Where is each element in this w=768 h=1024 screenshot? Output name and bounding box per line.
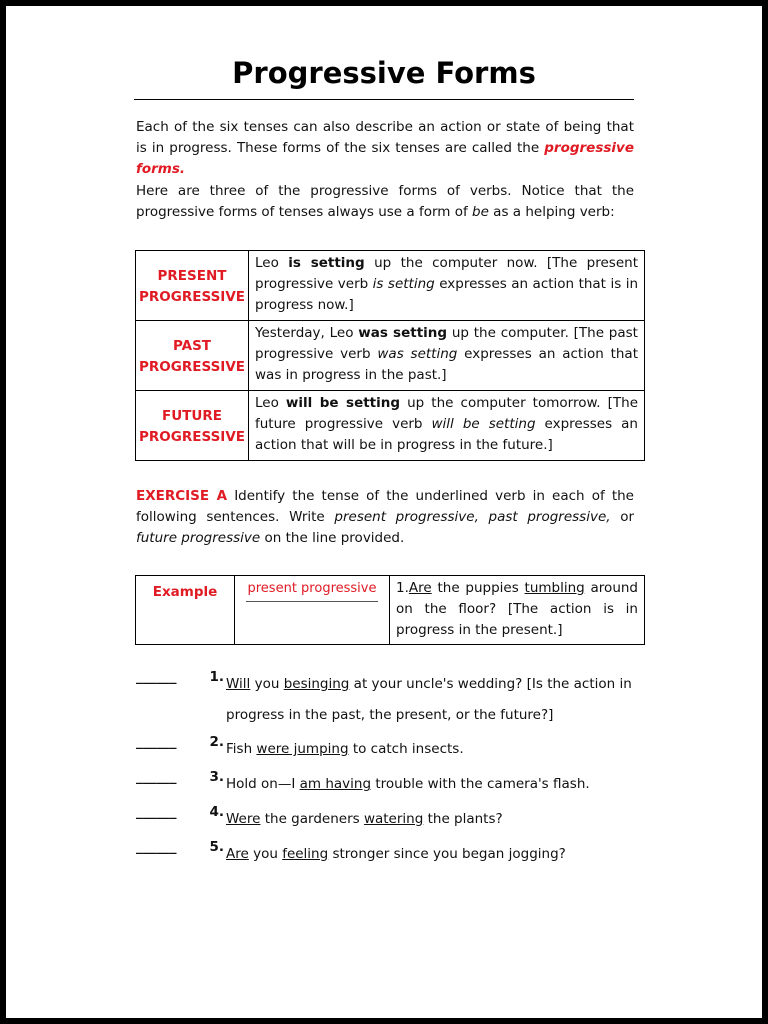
title-rule [134,99,634,100]
intro-paragraph-2 [136,181,634,223]
answer-blank[interactable]: ______ [136,769,177,785]
form-label: PAST PROGRESSIVE [136,321,249,391]
question-number: 3. [209,769,224,785]
form-description: Leo will be setting up the computer tomorrow. [The future progressive verb will be setting expresses an action that will be in progress in the future.] [249,391,645,461]
question-text: Fish were jumping to catch insects. [226,741,464,757]
question-5 [136,839,566,862]
answer-blank[interactable]: ______ [136,804,177,820]
answer-blank[interactable]: ______ [136,669,177,685]
question-number: 4. [209,804,224,820]
question-number: 2. [209,734,224,750]
intro-text: Each of the six tenses can also describe an action or state of being that is in progress. These forms of the six tenses are called the [136,119,634,156]
example-label-cell [136,576,235,645]
question-4 [136,804,503,827]
form-label: FUTURE PROGRESSIVE [136,391,249,461]
question-number: 1. [209,669,224,685]
example-answer-cell [235,576,390,645]
intro-paragraph-1 [136,117,634,180]
question-number: 5. [209,839,224,855]
question-text: Will you besinging at your uncle's wedding? [Is the action in progress in the past, the present, or the future?] [226,676,632,723]
exercise-instructions: EXERCISE A Identify the tense of the underlined verb in each of the following sentences. Write present progressive, past progressive, or future progressive on the line provided. [136,488,635,546]
intro-text-2: Here are three of the progressive forms of verbs. Notice that the progressive forms of tenses always use a form of [136,183,634,220]
form-row-future [136,391,645,461]
answer-blank[interactable]: ______ [136,839,177,855]
exercise-label: EXERCISE A [136,488,228,504]
example-answer: present progressive [246,578,379,602]
question-text: Were the gardeners watering the plants? [226,811,503,827]
intro-term: progressive forms. [136,140,634,177]
intro-text-3: as a helping verb: [488,204,615,220]
intro-be: be [472,204,489,220]
form-row-present [136,251,645,321]
question-2 [136,734,464,757]
question-1 [136,669,632,723]
example-table [135,575,645,645]
question-text: Are you feeling stronger since you began jogging? [226,846,566,862]
form-label: PRESENT PROGRESSIVE [136,251,249,321]
question-3 [136,769,590,792]
example-sentence: 1.Are the puppies tumbling around on the floor? [The action is in progress in the present.] [390,576,645,645]
page-title: Progressive Forms [232,56,536,90]
form-description: Leo is setting up the computer now. [The present progressive verb is setting expresses an action that is in progress now.] [249,251,645,321]
example-label: Example [152,584,218,600]
form-row-past [136,321,645,391]
question-text: Hold on—I am having trouble with the camera's flash. [226,776,590,792]
answer-blank[interactable]: ______ [136,734,177,750]
progressive-forms-table [135,250,645,461]
form-description: Yesterday, Leo was setting up the computer. [The past progressive verb was setting expresses an action that was in progress in the past.] [249,321,645,391]
